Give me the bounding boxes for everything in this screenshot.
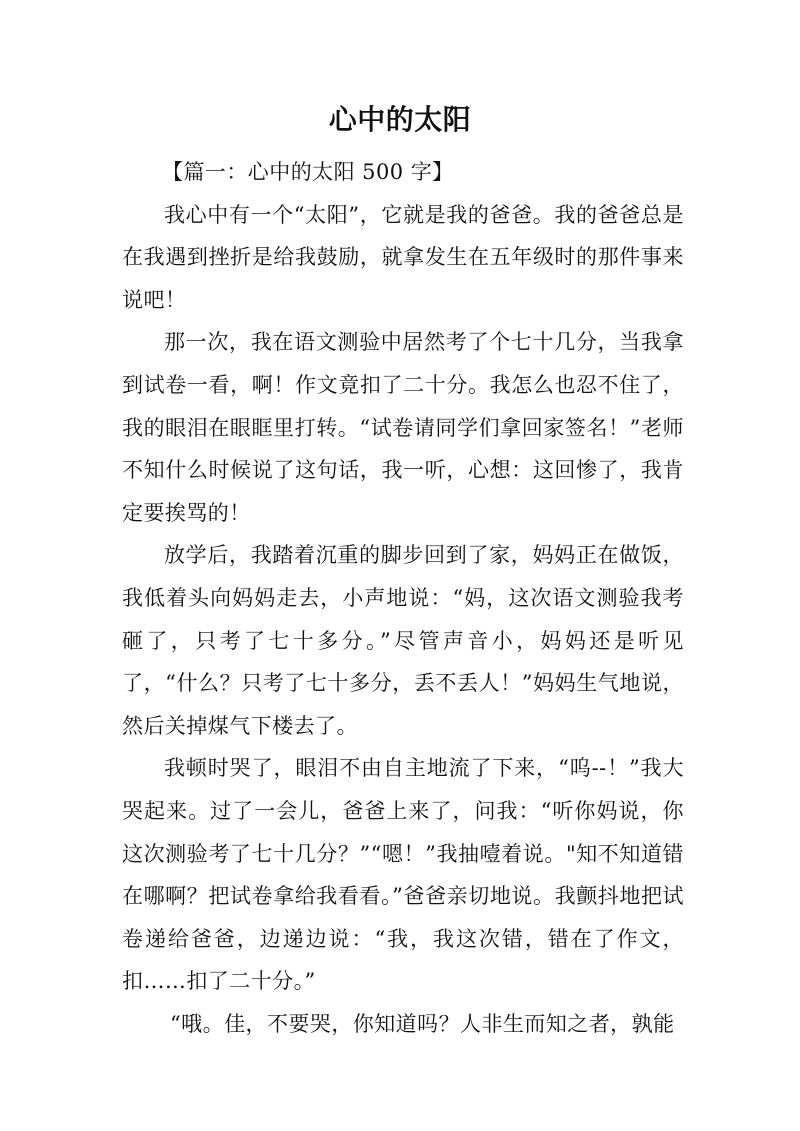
document-title: 心中的太阳 (328, 103, 472, 136)
paragraph-3: 放学后，我踏着沉重的脚步回到了家，妈妈正在做饭，我低着头向妈妈走去，小声地说：“妈，这次语文测验我考砸了，只考了七十多分。”尽管声音小，妈妈还是听见了，“什么？只考了七十多分，丢不丢人！”妈妈生气地说，然后关掉煤气下楼去了。 (122, 543, 684, 738)
paragraph-5: “哦。佳，不要哭，你知道吗？人非生而知之者，孰能 (170, 1011, 675, 1036)
paragraph-4: 我顿时哭了，眼泪不由自主地流了下来，“呜--！”我大哭起来。过了一会儿，爸爸上来了，问我：“听你妈说，你这次测验考了七十几分？”“嗯！”我抽噎着说。"知不知道错在哪啊？把试卷拿给我看看。”爸爸亲切地说。我颤抖地把试卷递给爸爸，边递边说：“我，我这次错，错在了作文，扣……扣了二十分。” (122, 756, 684, 994)
section-heading: 【篇一：心中的太阳 500 字】 (162, 160, 454, 184)
paragraph-2: 那一次，我在语文测验中居然考了个七十几分，当我拿到试卷一看，啊！作文竟扣了二十分。我怎么也忍不住了，我的眼泪在眼眶里打转。“试卷请同学们拿回家签名！”老师不知什么时候说了这句话，我一听，心想：这回惨了，我肯定要挨骂的！ (122, 330, 684, 525)
document-body (122, 151, 684, 1045)
paragraph-1: 我心中有一个“太阳”，它就是我的爸爸。我的爸爸总是在我遇到挫折是给我鼓励，就拿发生在五年级时的那件事来说吧！ (122, 202, 684, 312)
